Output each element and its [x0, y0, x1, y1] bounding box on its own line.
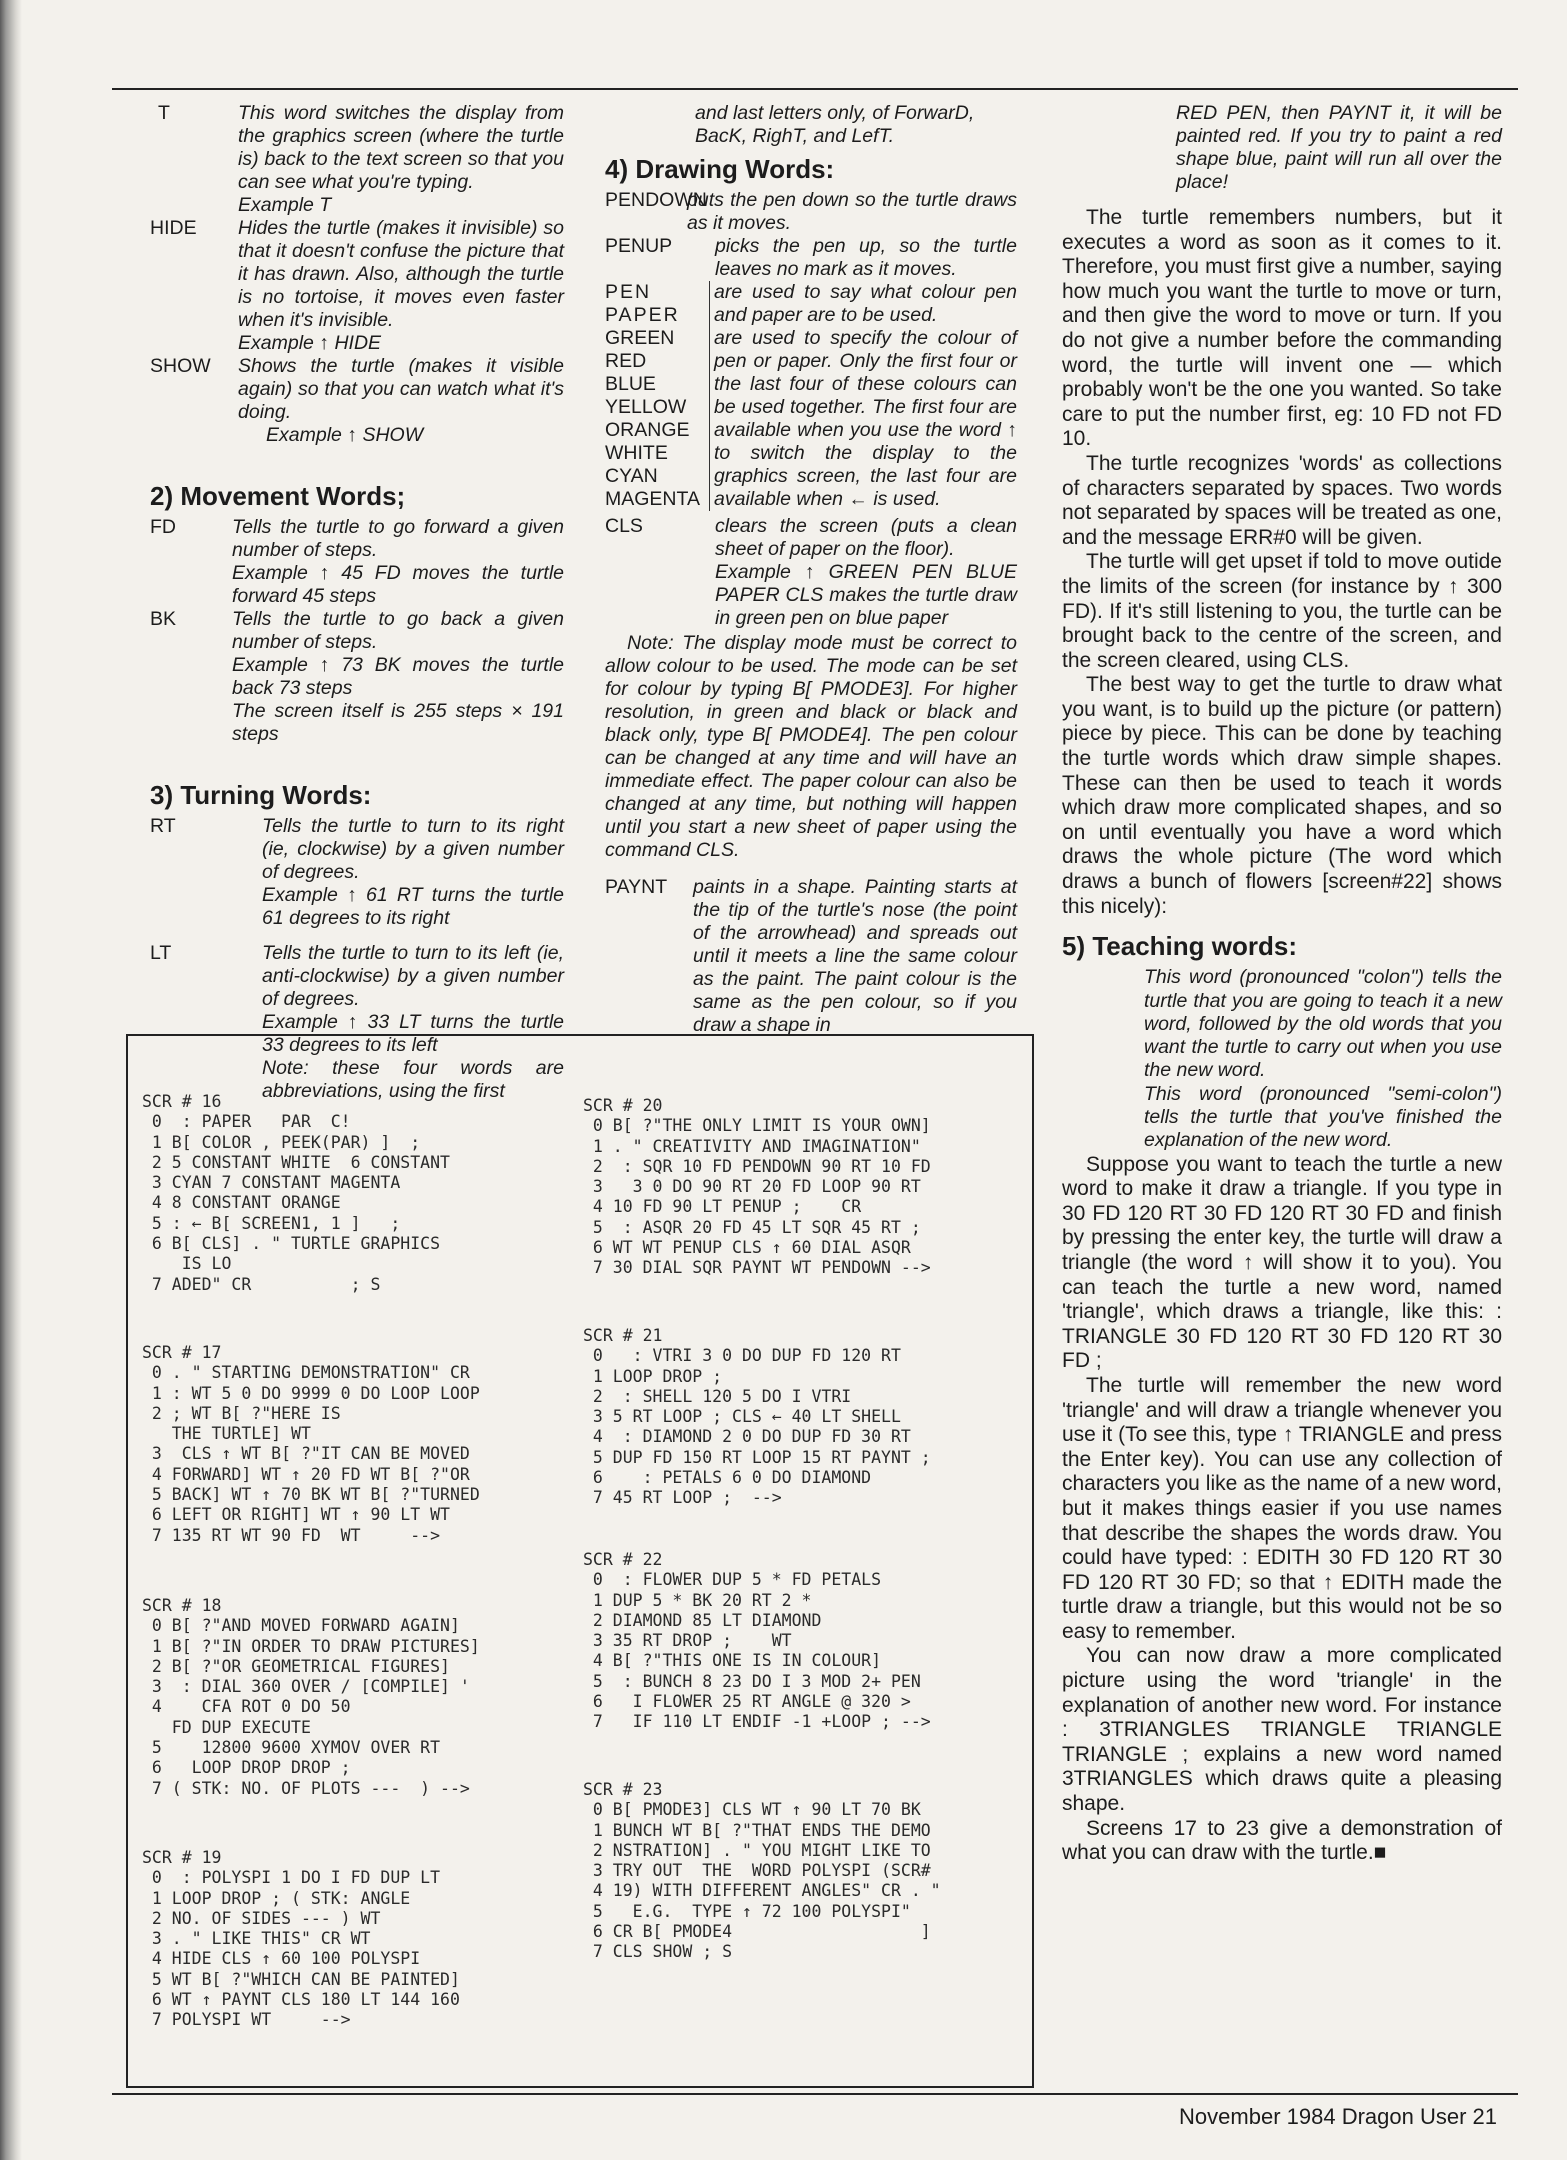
term: PENUP: [605, 235, 673, 257]
term: PEN PAPER: [605, 281, 680, 326]
display-mode-note: Note: The display mode must be correct to allow colour to be used. The mode can be set for colour by typing B[ PMODE3]. For higher resolution, in green and black or black and black only, type B[ PMODE4]. The pen colour can be changed at any time and will have an immediate effect. The paper colour can also be changed at any time, but nothing will happen until you start a new sheet of paper using the command CLS.: [605, 632, 1017, 861]
paragraph: The best way to get the turtle to draw what you want, is to build up the picture (or pattern) piece by piece. This can be done by teaching the turtle words which draw simple shapes. These can then be used to teach it words which draw more complicated shapes, and so on until eventually you have a word which draws the whole picture (The word which draws a bunch of flowers [screen#22] shows this nicely):: [1062, 673, 1502, 918]
paragraph: Suppose you want to teach the turtle a new word to make it draw a triangle. If you type in 30 FD 120 RT 30 FD 120 RT 30 FD and finish by pressing the enter key, the turtle will draw a triangle (the word ↑ will show it to you). You can teach the turtle a new word, named 'triangle', which draws a triangle, like this: : TRIANGLE 30 FD 120 RT 30 FD 120 RT 30 FD ;: [1062, 1152, 1502, 1373]
paragraph: The turtle will remember the new word 'triangle' and will draw a triangle whenever you use it (To see this, type ↑ TRIANGLE and press the Enter key). You can use any collection of characters you like as the name of a new word, but it makes things easier if you use names that describe the shapes the words draw. You could have typed: : EDITH 30 FD 120 RT 30 FD 120 RT 30 FD; so that ↑ EDITH made the turtle draw a triangle, but this would not be so easy to remember.: [1062, 1373, 1502, 1643]
entry-rt: [150, 815, 564, 930]
note: The screen itself is 255 steps × 191 steps: [232, 700, 564, 745]
semicolon-desc: This word (pronounced "semi-colon") tells the turtle that you've finished the explanation of the new word.: [1144, 1082, 1502, 1152]
entry-penup: [605, 235, 1017, 281]
term: RT: [150, 815, 176, 837]
entry-bk: [150, 608, 564, 746]
paragraph: Screens 17 to 23 give a demonstration of what you can draw with the turtle.■: [1062, 1816, 1502, 1865]
entry-paynt: [605, 876, 1017, 1037]
screen-16-listing: SCR # 16 0 : PAPER PAR C! 1 B[ COLOR , PEEK(PAR) ] ; 2 5 CONSTANT WHITE 6 CONSTANT 3 CYAN 7 CONSTANT MAGENTA 4 8 CONSTANT ORANGE 5 : ← B[ SCREEN1, 1 ] ; 6 B[ CLS] . " TURTLE GRAPHICS IS LO 7 ADED" CR ; S: [142, 1092, 450, 1294]
drawing-heading: 4) Drawing Words:: [605, 154, 835, 184]
paragraph: The turtle remembers numbers, but it executes a word as soon as it comes to it. Therefore, you must first give a number, saying how much you want the turtle to move or turn, and then give the word to move or turn. If you do not give a number before the commanding word, the turtle will invent one — which probably won't be the one you wanted. So take care to put the number first, eg: 10 FD not FD 10.: [1062, 206, 1502, 451]
entry-show: [150, 355, 564, 447]
column-2: [605, 102, 1017, 1037]
example: Example ↑ 45 FD moves the turtle forward 45 steps: [232, 562, 564, 607]
screen-23-listing: SCR # 23 0 B[ PMODE3] CLS WT ↑ 90 LT 70 BK 1 BUNCH WT B[ ?"THAT ENDS THE DEMO 2 NSTRATION] . " YOU MIGHT LIKE TO 3 TRY OUT THE WORD POLYSPI (SCR# 4 19) WITH DIFFERENT ANGLES" CR . " 5 E.G. TYPE ↑ 72 100 POLYSPI" 6 CR B[ PMODE4 ] 7 CLS SHOW ; S: [583, 1780, 941, 1962]
term: PENDOWN: [605, 189, 707, 211]
screen-17-listing: SCR # 17 0 . " STARTING DEMONSTRATION" CR 1 : WT 5 0 DO 9999 0 DO LOOP LOOP 2 ; WT B[ ?"HERE IS THE TURTLE] WT 3 CLS ↑ WT B[ ?"IT CAN BE MOVED 4 FORWARD] WT ↑ 20 FD WT B[ ?"OR 5 BACK] WT ↑ 70 BK WT B[ ?"TURNED 6 LEFT OR RIGHT] WT ↑ 90 LT WT 7 135 RT WT 90 FD WT -->: [142, 1343, 480, 1545]
screen-20-listing: SCR # 20 0 B[ ?"THE ONLY LIMIT IS YOUR OWN] 1 . " CREATIVITY AND IMAGINATION" 2 : SQR 10 FD PENDOWN 90 RT 10 FD 3 3 0 DO 90 RT 20 FD LOOP 90 RT 4 10 FD 90 LT PENUP ; CR 5 : ASQR 20 FD 45 LT SQR 45 RT ; 6 WT WT PENUP CLS ↑ 60 DIAL ASQR 7 30 DIAL SQR PAYNT WT PENDOWN -->: [583, 1096, 931, 1278]
example: Example ↑ 33 LT turns the turtle 33 degrees to its left: [262, 1011, 564, 1056]
screen-22-listing: SCR # 22 0 : FLOWER DUP 5 * FD PETALS 1 DUP 5 * BK 20 RT 2 * 2 DIAMOND 85 LT DIAMOND 3 35 RT DROP ; WT 4 B[ ?"THIS ONE IS IN COLOUR] 5 : BUNCH 8 23 DO I 3 MOD 2+ PEN 6 I FLOWER 25 RT ANGLE @ 320 > 7 IF 110 LT ENDIF -1 +LOOP ; -->: [583, 1550, 931, 1732]
bottom-rule: [112, 2093, 1518, 2095]
entry-fd: [150, 516, 564, 608]
column-1: [150, 102, 564, 1103]
term: T: [158, 102, 170, 124]
desc: picks the pen up, so the turtle leaves no mark as it moves.: [715, 235, 1017, 280]
paragraph: You can now draw a more complicated picture using the word 'triangle' in the explanation of another new word. For instance : 3TRIANGLES TRIANGLE TRIANGLE TRIANGLE ; explains a new word named 3TRIANGLES which draws quite a pleasing shape.: [1062, 1644, 1502, 1816]
entry-cls: [605, 515, 1017, 630]
desc: Tells the turtle to turn to its right (ie, clockwise) by a given number of degrees.: [262, 815, 564, 883]
paragraph: The turtle will get upset if told to move outide the limits of the screen (for instance by ↑ 300 FD). If it's still listening to you, the turtle can be brought back to the centre of the screen, and the screen cleared, using CLS.: [1062, 550, 1502, 672]
entry-pen-paper: [605, 281, 1017, 327]
colon-definition: [1062, 966, 1502, 1152]
desc: are used to specify the colour of pen or paper. Only the first four or the last four of these colours can be used together. The first four are available when you use the word ↑ to switch the display to the graphics screen, the last four are available when ← is used.: [709, 327, 1017, 511]
screen-21-listing: SCR # 21 0 : VTRI 3 0 DO DUP FD 120 RT 1 LOOP DROP ; 2 : SHELL 120 5 DO I VTRI 3 5 RT LOOP ; CLS ← 40 LT SHELL 4 : DIAMOND 2 0 DO DUP FD 30 RT 5 DUP FD 150 RT LOOP 15 RT PAYNT ; 6 : PETALS 6 0 DO DIAMOND 7 45 RT LOOP ; -->: [583, 1326, 931, 1508]
term: PAYNT: [605, 876, 668, 898]
desc: are used to say what colour pen and paper are to be used.: [709, 281, 1017, 327]
desc: Tells the turtle to turn to its left (ie, anti-clockwise) by a given number of degrees.: [262, 942, 564, 1010]
entry-colours: [605, 327, 1017, 511]
desc: clears the screen (puts a clean sheet of paper on the floor).: [715, 515, 1017, 560]
desc: This word switches the display from the graphics screen (where the turtle is) back to the text screen so that you can see what you're typing.: [238, 102, 564, 193]
term: CLS: [605, 515, 643, 537]
desc: paints in a shape. Painting starts at the tip of the turtle's nose (the point of the arrowhead) and spreads out until it meets a line the same colour as the paint. The paint colour is the same as the pen colour, so if you draw a shape in: [693, 876, 1017, 1036]
carry-text: RED PEN, then PAYNT it, it will be painted red. If you try to paint a red shape blue, paint will run all over the place!: [1176, 102, 1502, 193]
example: Example ↑ HIDE: [238, 332, 382, 354]
desc: Tells the turtle to go forward a given number of steps.: [232, 516, 564, 561]
colon-desc: This word (pronounced "colon") tells the turtle that you are going to teach it a new word, followed by the old words that you want the turtle to carry out when you use the new word.: [1144, 966, 1502, 1082]
column-3: [1062, 102, 1502, 1866]
term: FD: [150, 516, 176, 538]
desc: Shows the turtle (makes it visible again) so that you can watch what it's doing.: [238, 355, 564, 423]
desc: Tells the turtle to go back a given number of steps.: [232, 608, 564, 653]
top-rule: [112, 88, 1518, 90]
term: LT: [150, 942, 172, 964]
screen-19-listing: SCR # 19 0 : POLYSPI 1 DO I FD DUP LT 1 LOOP DROP ; ( STK: ANGLE 2 NO. OF SIDES --- ) WT 3 . " LIKE THIS" CR WT 4 HIDE CLS ↑ 60 100 POLYSPI 5 WT B[ ?"WHICH CAN BE PAINTED] 6 WT ↑ PAYNT CLS 180 LT 144 160 7 POLYSPI WT -->: [142, 1848, 460, 2030]
example: Example ↑ GREEN PEN BLUE PAPER CLS makes the turtle draw in green pen on blue paper: [715, 561, 1017, 629]
term: BK: [150, 608, 177, 630]
example: Example ↑ SHOW: [266, 424, 424, 446]
entry-hide: [150, 217, 564, 355]
page-footer: November 1984 Dragon User 21: [1179, 2104, 1497, 2129]
paragraph: The turtle recognizes 'words' as collections of characters separated by spaces. Two words not separated by spaces will be treated as one, and the message ERR#0 will be given.: [1062, 451, 1502, 549]
term: GREEN RED BLUE YELLOW ORANGE WHITE CYAN MAGENTA: [605, 327, 700, 510]
desc: Hides the turtle (makes it invisible) so that it doesn't confuse the picture that it has drawn. Also, although the turtle is no tortoise, it moves even faster when it's invisible.: [238, 217, 564, 331]
teaching-heading: 5) Teaching words:: [1062, 931, 1297, 962]
carry-text: and last letters only, of ForwarD, BacK, RighT, and LefT.: [695, 102, 975, 147]
note: Note: these four words are abbreviations, using the first: [262, 1057, 564, 1102]
term: HIDE: [150, 217, 197, 239]
book-spine-shadow: [0, 0, 22, 2160]
desc: puts the pen down so the turtle draws as it moves.: [687, 189, 1017, 234]
screen-18-listing: SCR # 18 0 B[ ?"AND MOVED FORWARD AGAIN] 1 B[ ?"IN ORDER TO DRAW PICTURES] 2 B[ ?"OR GEOMETRICAL FIGURES] 3 : DIAL 360 OVER / [COMPILE] ' 4 CFA ROT 0 DO 50 FD DUP EXECUTE 5 12800 9600 XYMOV OVER RT 6 LOOP DROP DROP ; 7 ( STK: NO. OF PLOTS --- ) -->: [142, 1596, 480, 1798]
entry-t: [150, 102, 564, 217]
movement-heading: 2) Movement Words;: [150, 481, 406, 511]
turning-heading: 3) Turning Words:: [150, 780, 372, 810]
example: Example T: [238, 194, 332, 216]
example: Example ↑ 73 BK moves the turtle back 73 steps: [232, 654, 564, 699]
entry-pendown: [605, 189, 1017, 235]
term: SHOW: [150, 355, 211, 377]
example: Example ↑ 61 RT turns the turtle 61 degrees to its right: [262, 884, 564, 929]
